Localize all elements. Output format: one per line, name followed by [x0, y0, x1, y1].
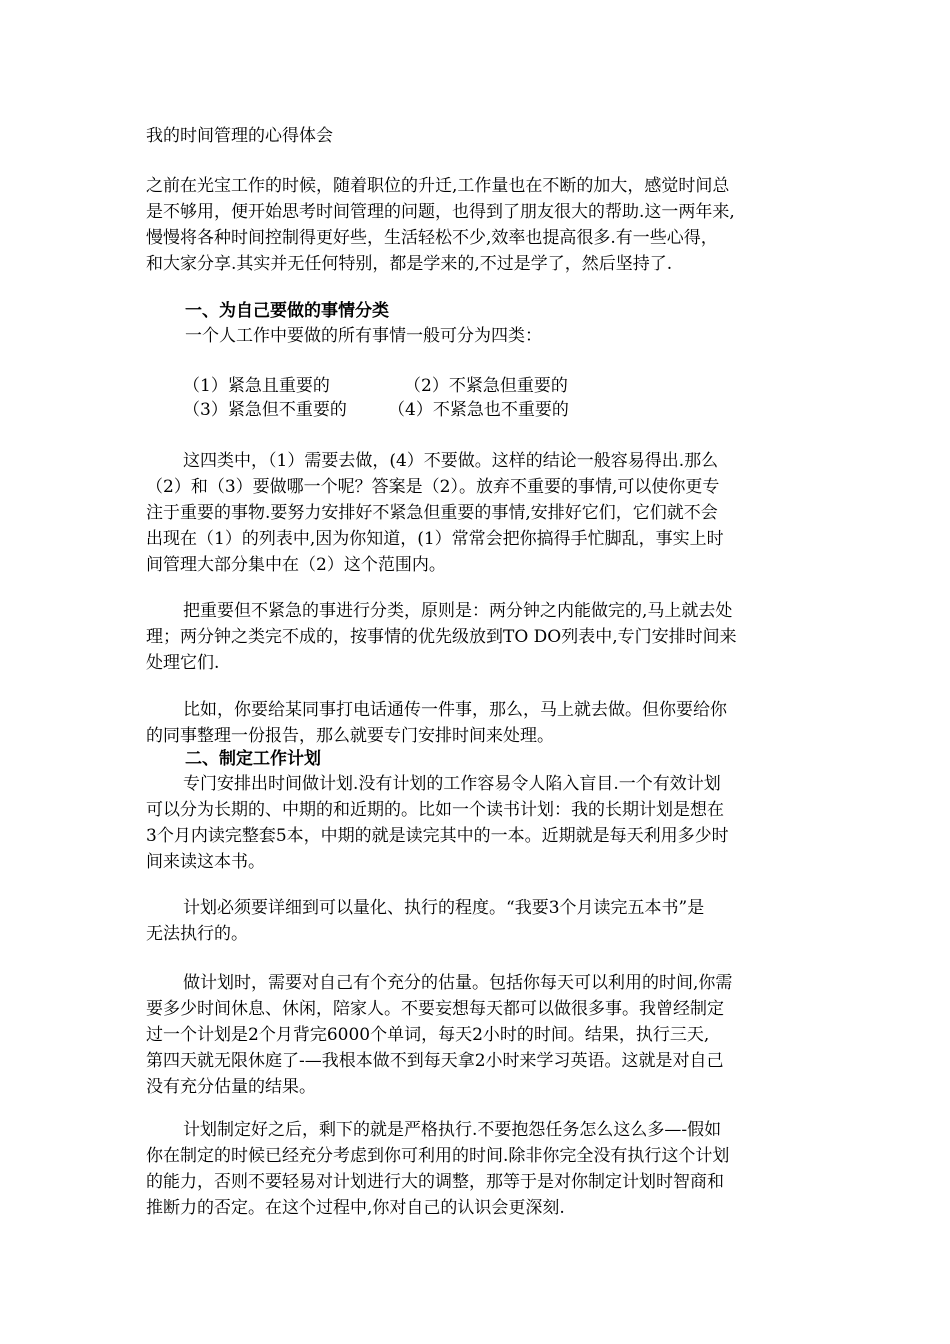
text-line: 注于重要的事物.要努力安排好不紧急但重要的事情,安排好它们，它们就不会 [146, 503, 718, 523]
text-line: 计划制定好之后，剩下的就是严格执行.不要抱怨任务怎么这么多—-假如 [183, 1120, 722, 1140]
section1-paragraph-2 [146, 598, 806, 676]
text-line: 之前在光宝工作的时候，随着职位的升迁,工作量也在不断的加大，感觉时间总 [146, 176, 730, 196]
section2-heading: 二、制定工作计划 [185, 749, 321, 769]
text-line: 比如，你要给某同事打电话通传一件事，那么，马上就去做。但你要给你 [183, 700, 727, 720]
quadrant-2: （2）不紧急但重要的 [404, 376, 568, 396]
text-line: 把重要但不紧急的事进行分类，原则是：两分钟之内能做完的,马上就去处 [183, 601, 733, 621]
text-line: 的同事整理一份报告，那么就要专门安排时间来处理。 [146, 726, 554, 746]
text-line: 间来读这本书。 [146, 852, 265, 872]
text-line: 和大家分享.其实并无任何特别，都是学来的,不过是学了，然后坚持了. [146, 254, 673, 274]
text-line: 第四天就无限休庭了-—我根本做不到每天拿2小时来学习英语。这就是对自己 [146, 1051, 724, 1071]
text-line: 慢慢将各种时间控制得更好些，生活轻松不少,效率也提高很多.有一些心得， [146, 228, 718, 248]
text-line: 处理它们. [146, 653, 220, 673]
text-line: 出现在（1）的列表中,因为你知道，(1）常常会把你搞得手忙脚乱，事实上时 [146, 529, 724, 549]
section1-paragraph-3 [146, 697, 806, 749]
text-line: 一个人工作中要做的所有事情一般可分为四类： [185, 326, 542, 346]
text-line: 3个月内读完整套5本，中期的就是读完其中的一本。近期就是每天利用多少时 [146, 826, 729, 846]
document-title: 我的时间管理的心得体会 [146, 126, 333, 146]
section1-heading: 一、为自己要做的事情分类 [185, 301, 389, 321]
text-line: 过一个计划是2个月背完6000个单词，每天2小时的时间。结果，执行三天, [146, 1025, 710, 1045]
text-line: 做计划时，需要对自己有个充分的估量。包括你每天可以利用的时间,你需 [183, 973, 733, 993]
text-line: 要多少时间休息、休闲，陪家人。不要妄想每天都可以做很多事。我曾经制定 [146, 999, 724, 1019]
text-line: 的能力，否则不要轻易对计划进行大的调整，那等于是对你制定计划时智商和 [146, 1172, 724, 1192]
text-line: 计划必须要详细到可以量化、执行的程度。“我要3个月读完五本书”是 [183, 898, 705, 918]
section1-paragraph-1 [146, 448, 806, 578]
section2-paragraph-4 [146, 1117, 806, 1221]
text-line: 专门安排出时间做计划.没有计划的工作容易令人陷入盲目.一个有效计划 [183, 774, 721, 794]
text-line: 间管理大部分集中在（2）这个范围内。 [146, 555, 446, 575]
text-line: 无法执行的。 [146, 924, 248, 944]
text-line: 是不够用，便开始思考时间管理的问题，也得到了朋友很大的帮助.这一两年来, [146, 202, 735, 222]
text-line: （2）和（3）要做哪一个呢？答案是（2）。放弃不重要的事情,可以使你更专 [146, 477, 720, 497]
text-line: 你在制定的时候已经充分考虑到你可利用的时间.除非你完全没有执行这个计划 [146, 1146, 730, 1166]
quadrant-1: （1）紧急且重要的 [183, 376, 330, 396]
quadrant-4: （4）不紧急也不重要的 [388, 400, 569, 420]
section2-paragraph-3 [146, 970, 806, 1100]
section1-lead [185, 323, 845, 349]
intro-paragraph [146, 173, 806, 277]
section2-paragraph-2 [146, 895, 806, 947]
text-line: 推断力的否定。在这个过程中,你对自己的认识会更深刻. [146, 1198, 565, 1218]
quadrant-3: （3）紧急但不重要的 [183, 400, 347, 420]
section2-paragraph-1 [146, 771, 806, 875]
text-line: 没有充分估量的结果。 [146, 1077, 316, 1097]
text-line: 理；两分钟之类完不成的，按事情的优先级放到TO DO列表中,专门安排时间来 [146, 627, 737, 647]
text-line: 这四类中，（1）需要去做，(4）不要做。这样的结论一般容易得出.那么 [183, 451, 719, 471]
text-line: 可以分为长期的、中期的和近期的。比如一个读书计划：我的长期计划是想在 [146, 800, 724, 820]
